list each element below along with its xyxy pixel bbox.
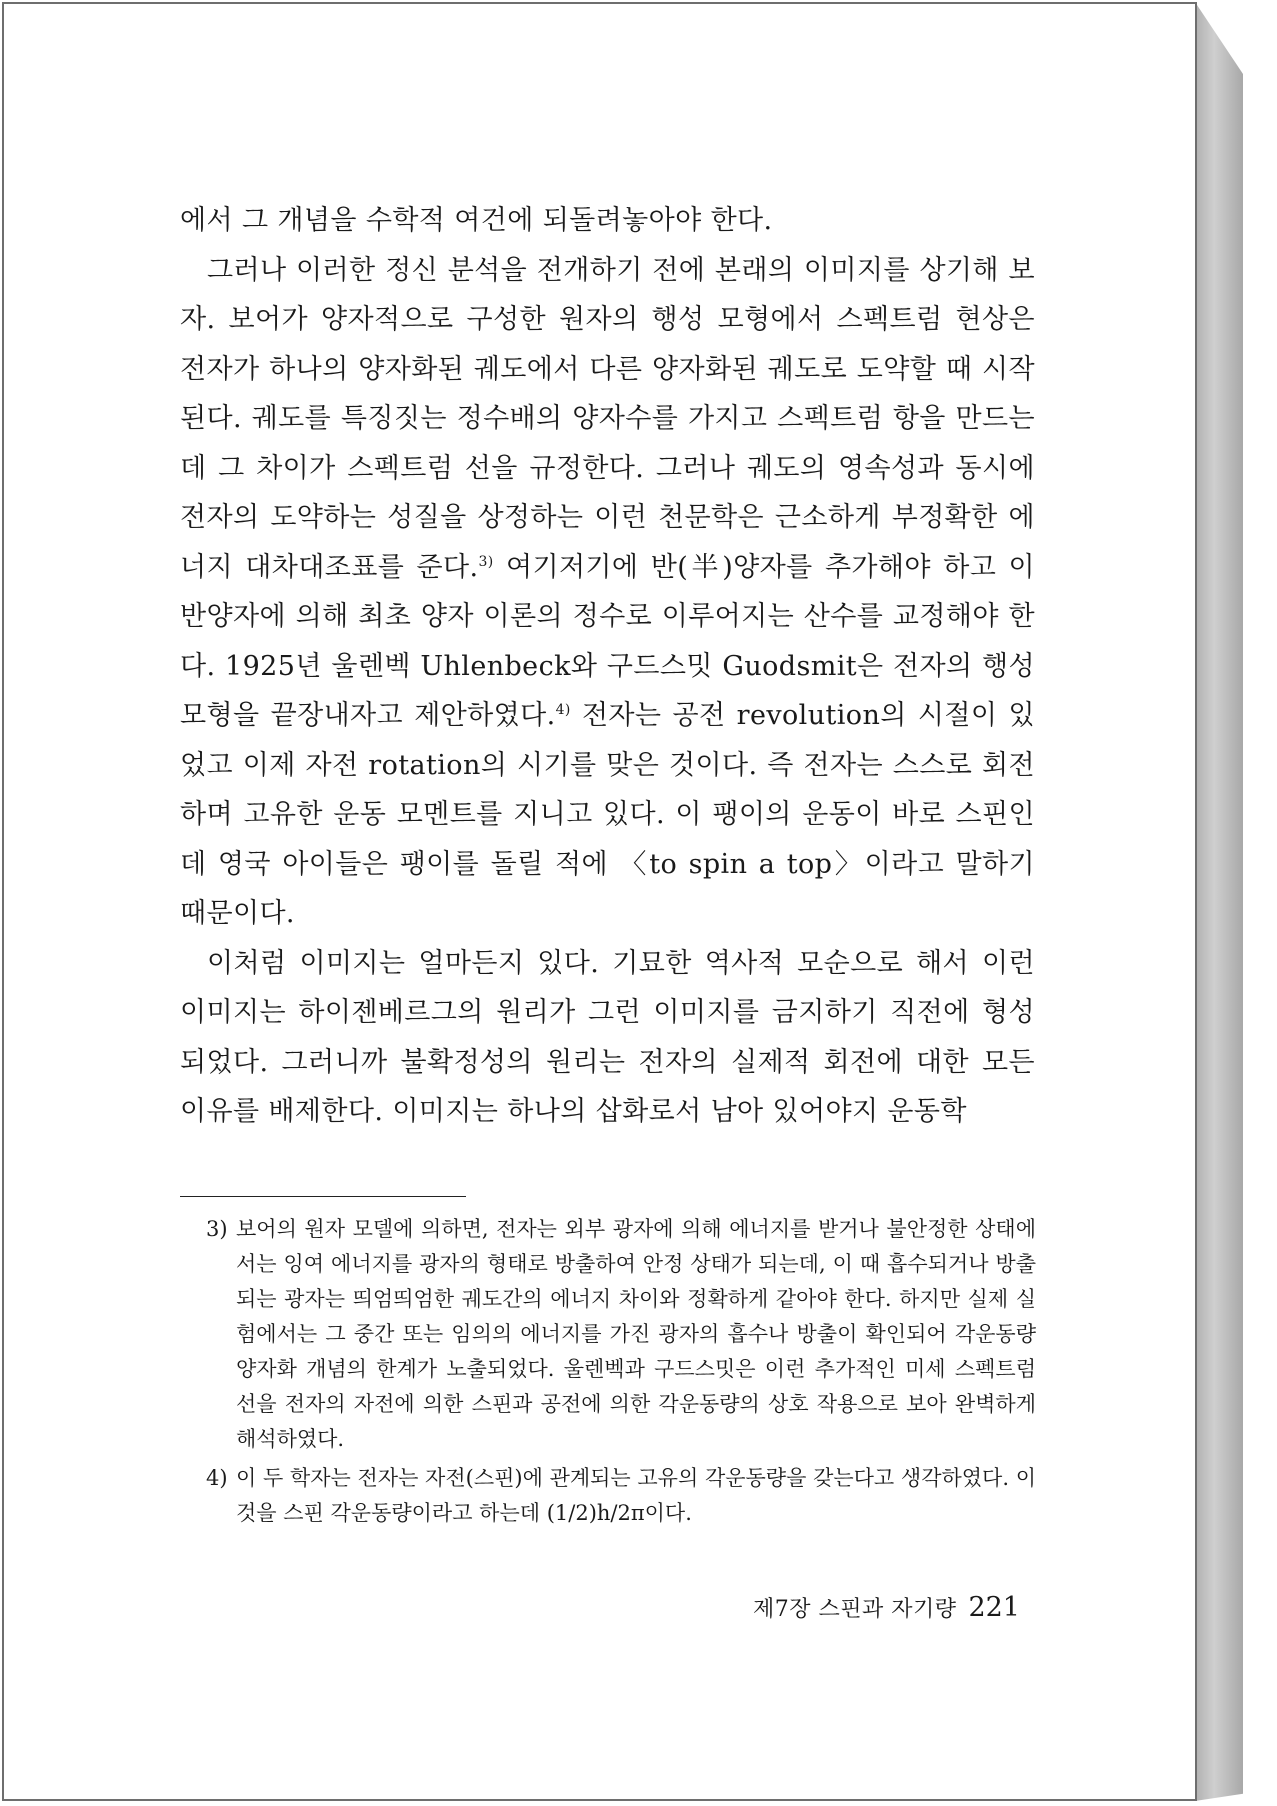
- paragraph-text: 이처럼 이미지는 얼마든지 있다. 기묘한 역사적 모순으로 해서 이런 이미지는 하이젠베르그의 원리가 그런 이미지를 금지하기 직전에 형성되었다. 그러니까 불확정성의 원리는 전자의 실제적 회전에 대한 모든 이유를 배제한다. 이미지는 하나의 삽화로서 남아 있어야지 운동학: [180, 947, 1035, 1127]
- footnote: [206, 1212, 1036, 1457]
- paragraph-text: 여기저기에 반(半)양자를 추가해야 하고 이 반양자에 의해 최초 양자 이론의 정수로 이루어지는 산수를 교정해야 한다. 1925년 울렌벡 Uhlenbeck와 구드스밋 Guodsmit은 전자의 행성 모형을 끝장내자고 제안하였다.: [180, 551, 1035, 731]
- footnote-divider: [180, 1196, 466, 1197]
- footnote-text: 이 두 학자는 전자는 자전(스핀)에 관계되는 고유의 각운동량을 갖는다고 생각하였다. 이것을 스핀 각운동량이라고 하는데 (1/2)h/2π이다.: [236, 1466, 1036, 1525]
- footnote-text: 보어의 원자 모델에 의하면, 전자는 외부 광자에 의해 에너지를 받거나 불안정한 상태에서는 잉여 에너지를 광자의 형태로 방출하여 안정 상태가 되는데, 이 때 흡수되거나 방출되는 광자는 띄엄띄엄한 궤도간의 에너지 차이와 정확하게 같아야 한다. 하지만 실제 실험에서는 그 중간 또는 임의의 에너지를 가진 광자의 흡수나 방출이 확인되어 각운동량 양자화 개념의 한계가 노출되었다. 울렌벡과 구드스밋은 이런 추가적인 미세 스펙트럼 선을 전자의 자전에 의한 스핀과 공전에 의한 각운동량의 상호 작용으로 보아 완벽하게 해석하였다.: [236, 1217, 1036, 1451]
- footnote-number: 3): [206, 1217, 228, 1241]
- footnote-number: 4): [206, 1466, 228, 1490]
- paragraph: [180, 246, 1035, 939]
- footnote-ref: 3): [478, 553, 494, 570]
- chapter-title: 제7장 스핀과 자기량: [752, 1597, 957, 1622]
- page-number: 221: [968, 1592, 1020, 1623]
- running-footer: [700, 1592, 1020, 1623]
- paragraph-text: 에서 그 개념을 수학적 여건에 되돌려놓아야 한다.: [180, 205, 773, 236]
- footnote-ref: 4): [555, 702, 571, 718]
- paragraph-text: 전자는 공전 revolution의 시절이 있었고 이제 자전 rotation의 시기를 맞은 것이다. 즉 전자는 스스로 회전하며 고유한 운동 모멘트를 지니고 있다. 이 팽이의 운동이 바로 스핀인데 영국 아이들은 팽이를 돌릴 적에 〈to spin a top〉이라고 말하기 때문이다.: [180, 700, 1035, 929]
- footnotes: [206, 1212, 1036, 1535]
- page-edge-shadow: [1195, 2, 1243, 1801]
- paragraph-text: 그러나 이러한 정신 분석을 전개하기 전에 본래의 이미지를 상기해 보자. 보어가 양자적으로 구성한 원자의 행성 모형에서 스펙트럼 현상은 전자가 하나의 양자화된 궤도에서 다른 양자화된 궤도로 도약할 때 시작된다. 궤도를 특징짓는 정수배의 양자수를 가지고 스펙트럼 항을 만드는데 그 차이가 스펙트럼 선을 규정한다. 그러나 궤도의 영속성과 동시에 전자의 도약하는 성질을 상정하는 이런 천문학은 근소하게 부정확한 에너지 대차대조표를 준다.: [180, 254, 1035, 583]
- paragraph: [180, 939, 1035, 1137]
- body-text: [180, 196, 1035, 1137]
- footnote: [206, 1461, 1036, 1531]
- paragraph: [180, 196, 1035, 246]
